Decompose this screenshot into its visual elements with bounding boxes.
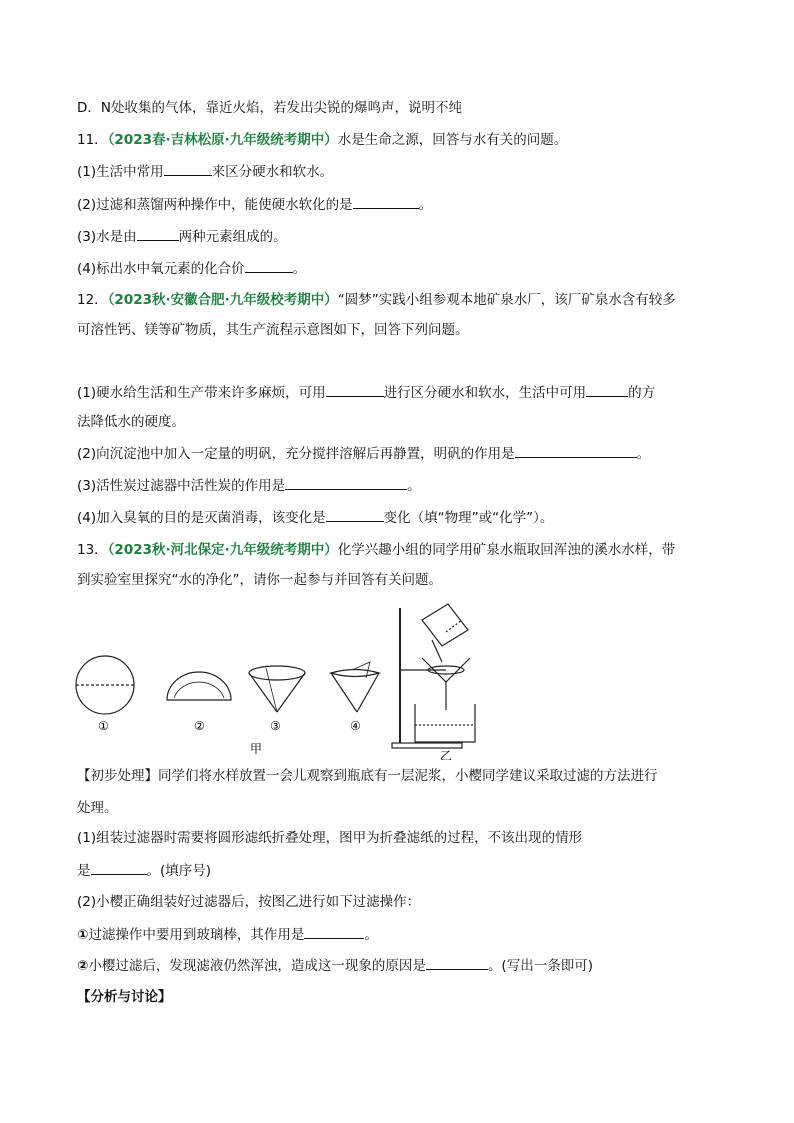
text: (3)活性炭过滤器中活性炭的作用是 xyxy=(77,478,286,494)
question-13-part-1-cont xyxy=(77,860,211,881)
text: (1)硬水给生活和生产带来许多麻烦，可用 xyxy=(77,385,326,401)
filtration-apparatus xyxy=(392,604,475,748)
answer-blank[interactable] xyxy=(426,955,488,970)
text: 小樱过滤后，发现滤液仍然浑浊，造成这一现象的原因是 xyxy=(88,958,426,974)
text: 来区分硬水和软水。 xyxy=(211,164,334,180)
answer-blank[interactable] xyxy=(326,382,384,397)
section-initial-treatment: 【初步处理】同学们将水样放置一会儿观察到瓶底有一层泥浆，小樱同学建议采取过滤的方法进行 xyxy=(77,768,658,784)
text: 。 xyxy=(418,197,433,213)
question-source: （2023秋·安徽合肥·九年级校考期中） xyxy=(107,292,338,308)
question-text: “圆梦”实践小组参观本地矿泉水厂，该厂矿泉水含有较多 xyxy=(337,292,676,308)
caption-jia: 甲 xyxy=(250,742,263,756)
question-13-part-2: (2)小樱正确组装好过滤器后，按图乙进行如下过滤操作： xyxy=(77,894,421,910)
pouring-beaker xyxy=(422,604,468,646)
question-number: 12． xyxy=(77,292,108,308)
question-12-part-2 xyxy=(77,443,650,464)
section-initial-treatment-cont: 处理。 xyxy=(77,800,118,816)
text: 变化（填“物理”或“化学”）。 xyxy=(383,510,554,526)
question-text: 化学兴趣小组的同学用矿泉水瓶取回浑浊的溪水水样，带 xyxy=(337,542,676,558)
question-11-part-3 xyxy=(77,226,287,247)
question-text: 水是生命之源，回答与水有关的问题。 xyxy=(337,132,568,148)
question-13-part-2-1 xyxy=(77,924,378,945)
question-source: （2023春·吉林松原·九年级统考期中） xyxy=(107,132,338,148)
label-1: ① xyxy=(98,719,109,733)
answer-blank[interactable] xyxy=(326,507,384,522)
text: 。(写出一条即可) xyxy=(487,958,593,974)
question-13-part-2-2 xyxy=(77,955,593,976)
label-2: ② xyxy=(194,719,205,733)
question-13-stem-cont: 到实验室里探究“水的净化”，请你一起参与并回答有关问题。 xyxy=(77,572,442,588)
sub-marker: ① xyxy=(77,927,89,943)
question-13-part-1: (1)组装过滤器时需要将圆形滤纸折叠处理，图甲为折叠滤纸的过程，不该出现的情形 xyxy=(77,830,583,846)
answer-blank[interactable] xyxy=(586,382,628,397)
text: 。 xyxy=(292,261,307,277)
answer-blank[interactable] xyxy=(164,161,212,176)
question-number: 13． xyxy=(77,542,108,558)
question-source: （2023秋·河北保定·九年级统考期中） xyxy=(107,542,338,558)
filter-cone-4 xyxy=(331,670,379,677)
caption-yi: 乙 xyxy=(440,749,453,760)
question-number: 11． xyxy=(77,132,108,148)
filter-cone-3 xyxy=(249,666,305,680)
filter-figure xyxy=(70,600,490,760)
answer-blank[interactable] xyxy=(353,194,419,209)
answer-blank[interactable] xyxy=(285,475,407,490)
answer-blank[interactable] xyxy=(137,226,179,241)
label-4: ④ xyxy=(350,719,361,733)
text: (3)水是由 xyxy=(77,229,137,245)
text: 过滤操作中要用到玻璃棒，其作用是 xyxy=(88,927,305,943)
text: (1)生活中常用 xyxy=(77,164,164,180)
answer-blank[interactable] xyxy=(245,258,293,273)
filter-paper-circle xyxy=(76,656,134,714)
text: 。 xyxy=(364,927,378,943)
section-analysis: 【分析与讨论】 xyxy=(77,989,172,1005)
question-11-part-1 xyxy=(77,161,333,182)
question-12-part-3 xyxy=(77,475,421,496)
question-12-stem-cont: 可溶性钙、镁等矿物质，其生产流程示意图如下，回答下列问题。 xyxy=(77,322,469,338)
text: (2)向沉淀池中加入一定量的明矾，充分搅拌溶解后再静置，明矾的作用是 xyxy=(77,446,515,462)
text: (4)加入臭氧的目的是灭菌消毒，该变化是 xyxy=(77,510,326,526)
text: 是 xyxy=(77,863,91,879)
text: 。(填序号) xyxy=(146,863,212,879)
text: (4)标出水中氧元素的化合价 xyxy=(77,261,245,277)
text: 的方 xyxy=(628,385,656,401)
question-11-part-2 xyxy=(77,194,432,215)
label-3: ③ xyxy=(270,719,281,733)
answer-blank[interactable] xyxy=(515,443,637,458)
text: (2)过滤和蒸馏两种操作中，能使硬水软化的是 xyxy=(77,197,353,213)
text: 。 xyxy=(407,478,421,494)
answer-blank[interactable] xyxy=(304,924,364,939)
text: 。 xyxy=(636,446,651,462)
question-12-part-1-cont: 法降低水的硬度。 xyxy=(77,414,185,430)
sub-marker: ② xyxy=(77,958,89,974)
question-11-stem xyxy=(77,130,567,150)
question-12-part-1 xyxy=(77,382,655,403)
option-d-text: D．N处收集的气体，靠近火焰，若发出尖锐的爆鸣声，说明不纯 xyxy=(77,100,462,116)
question-12-stem xyxy=(77,290,676,310)
question-11-part-4 xyxy=(77,258,306,279)
text: 两种元素组成的。 xyxy=(178,229,287,245)
question-12-part-4 xyxy=(77,507,553,528)
question-13-stem xyxy=(77,540,675,560)
answer-blank[interactable] xyxy=(91,860,147,875)
text: 进行区分硬水和软水，生活中可用 xyxy=(383,385,587,401)
filter-paper-half xyxy=(167,672,231,700)
